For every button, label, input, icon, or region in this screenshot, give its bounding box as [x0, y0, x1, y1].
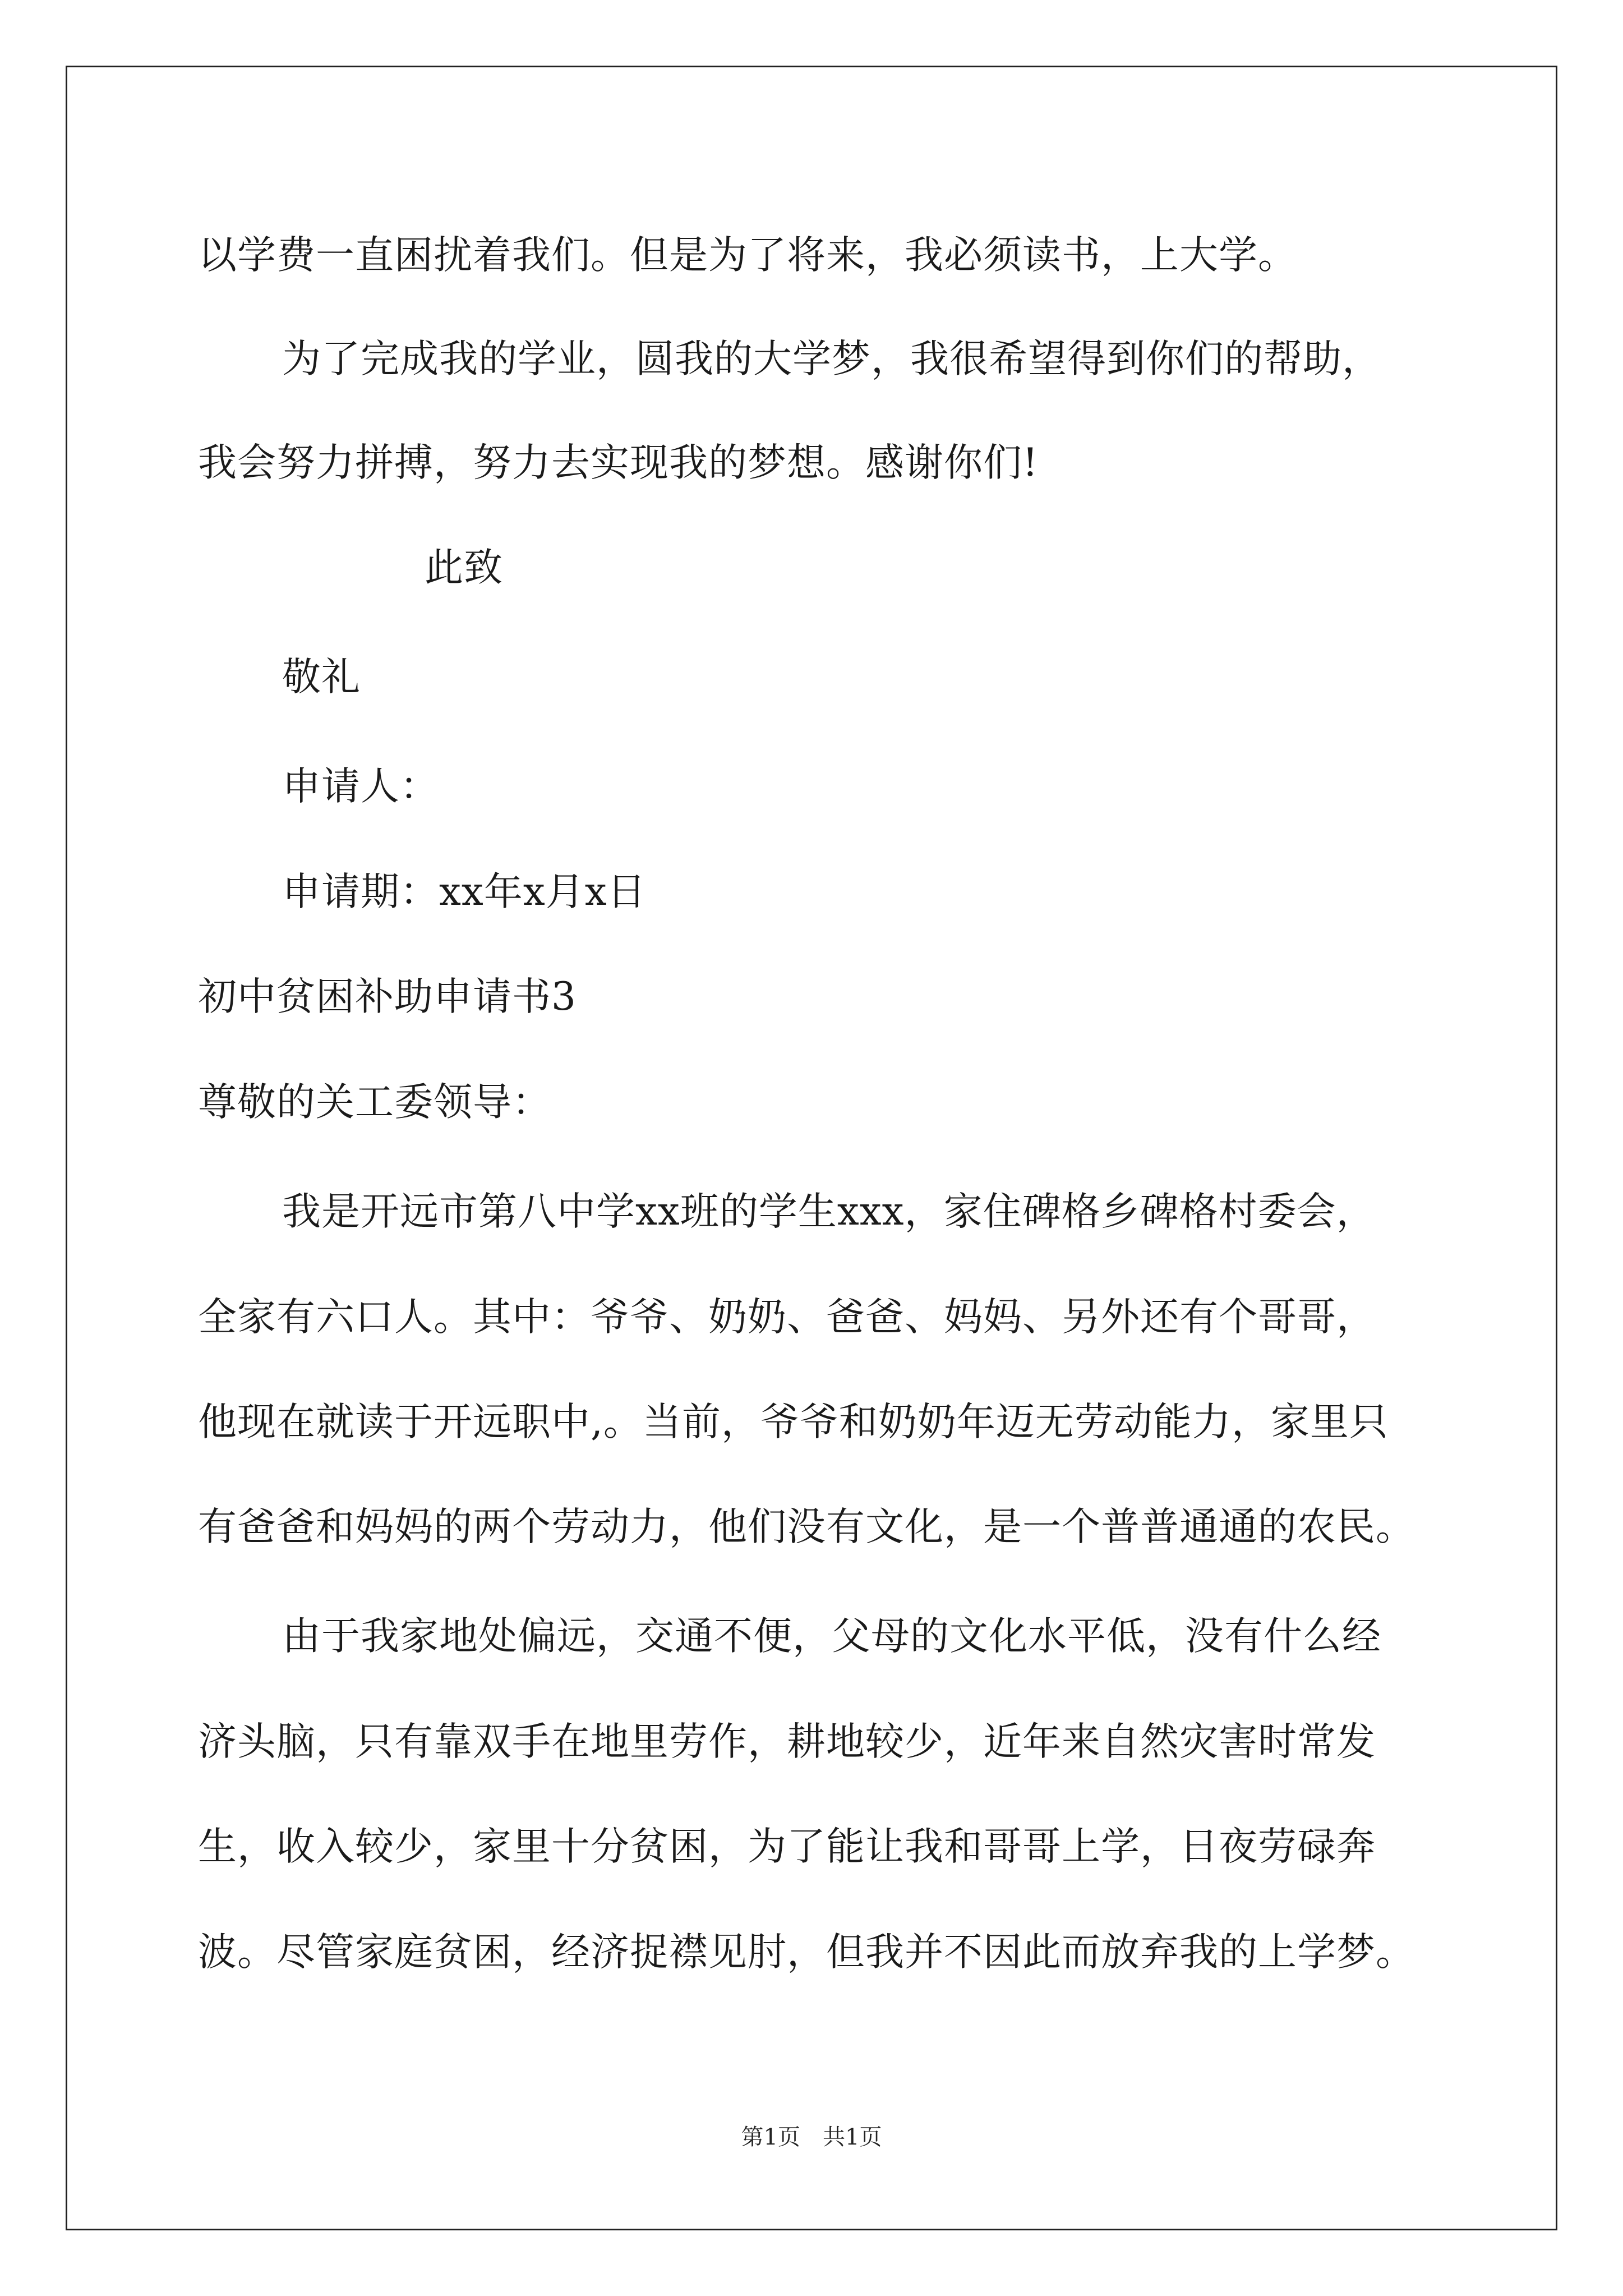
- section-title: 初中贫困补助申请书3: [198, 974, 577, 1019]
- paragraph-line: 波。尽管家庭贫困，经济捉襟见肘，但我并不因此而放弃我的上学梦。: [198, 1930, 1415, 1975]
- paragraph-line: 全家有六口人。其中：爷爷、奶奶、爸爸、妈妈、另外还有个哥哥，: [198, 1295, 1376, 1340]
- paragraph-line: 我是开远市第八中学xx班的学生xxx，家住碑格乡碑格村委会，: [282, 1189, 1376, 1234]
- paragraph-line: 由于我家地处偏远，交通不便，父母的文化水平低，没有什么经: [282, 1614, 1381, 1659]
- page-border: [66, 66, 1557, 2230]
- salutation: 尊敬的关工委领导：: [198, 1080, 551, 1125]
- paragraph-line: 我会努力拼搏，努力去实现我的梦想。感谢你们!: [198, 440, 1039, 485]
- paragraph-line: 他现在就读于开远职中,。当前，爷爷和奶奶年迈无劳动能力，家里只: [198, 1400, 1389, 1444]
- paragraph-line: 为了完成我的学业，圆我的大学梦，我很希望得到你们的帮助，: [282, 337, 1381, 381]
- applicant-label: 申请人：: [282, 764, 439, 809]
- paragraph-line: 有爸爸和妈妈的两个劳动力，他们没有文化，是一个普普通通的农民。: [198, 1504, 1415, 1549]
- application-date: 申请期：xx年x月x日: [282, 869, 647, 914]
- paragraph-line: 济头脑，只有靠双手在地里劳作，耕地较少，近年来自然灾害时常发: [198, 1719, 1376, 1764]
- closing-regards: 敬礼: [282, 655, 361, 700]
- page-number-footer: 第1页 共1页: [741, 2124, 882, 2150]
- closing-salutation: 此致: [425, 545, 503, 590]
- paragraph-line: 以学费一直困扰着我们。但是为了将来，我必须读书，上大学。: [198, 233, 1297, 278]
- paragraph-line: 生，收入较少，家里十分贫困，为了能让我和哥哥上学，日夜劳碌奔: [198, 1824, 1376, 1869]
